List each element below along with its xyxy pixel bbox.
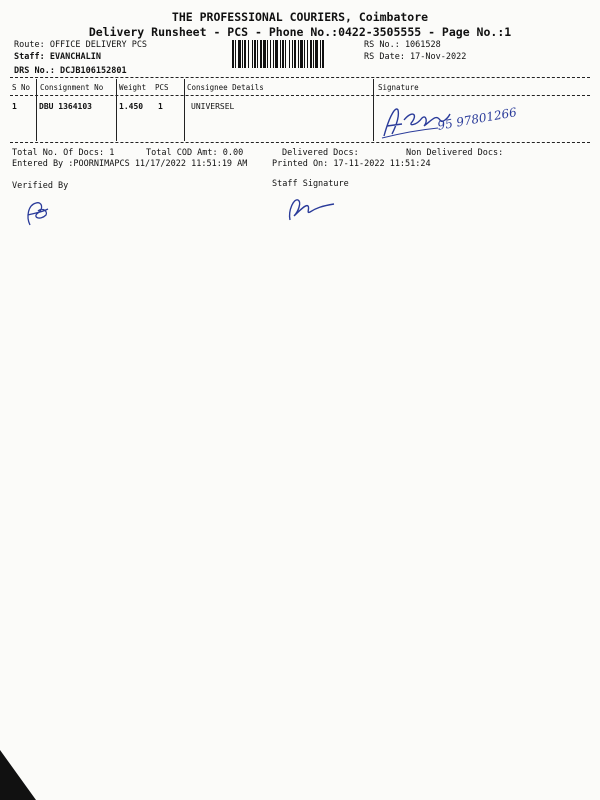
col-header-weight: Weight (119, 83, 147, 92)
col-divider (116, 79, 117, 141)
barcode (232, 40, 354, 68)
drs-number: DRS No.: DCJB106152801 (14, 66, 127, 76)
rs-number: RS No.: 1061528 (364, 40, 441, 50)
col-divider (184, 79, 185, 141)
col-header-consignment: Consignment No (40, 83, 104, 92)
col-header-signature: Signature (378, 83, 419, 92)
cell-sno: 1 (12, 102, 17, 111)
col-header-pcs: PCS (155, 83, 169, 92)
route-label: Route: OFFICE DELIVERY PCS (14, 40, 148, 50)
col-divider (373, 79, 374, 141)
scan-corner-shadow (0, 750, 36, 800)
verifier-signature (20, 197, 54, 229)
verified-by-label: Verified By (12, 181, 69, 191)
cell-weight: 1.450 (119, 102, 144, 111)
cell-consignee: UNIVERSEL (191, 102, 235, 111)
total-docs: Total No. Of Docs: 1 (12, 148, 115, 158)
table-header-rule (10, 95, 590, 96)
non-delivered-docs: Non Delivered Docs: (406, 148, 504, 158)
cell-pcs: 1 (158, 102, 163, 111)
company-title: THE PROFESSIONAL COURIERS, Coimbatore (171, 10, 429, 24)
col-header-consignee: Consignee Details (187, 83, 264, 92)
staff-signature-label: Staff Signature (272, 179, 349, 189)
handwritten-phone: 95 97801266 (436, 105, 518, 133)
table-bottom-rule (10, 142, 590, 143)
rs-date: RS Date: 17-Nov-2022 (364, 52, 467, 62)
table-top-rule (10, 77, 590, 78)
cell-consignment-no: DBU 1364103 (39, 102, 92, 111)
entered-by: Entered By :POORNIMAPCS 11/17/2022 11:51:19 AM (12, 159, 248, 169)
staff-label: Staff: EVANCHALIN (14, 52, 101, 62)
delivered-docs: Delivered Docs: (282, 148, 359, 158)
col-divider (36, 79, 37, 141)
printed-on: Printed On: 17-11-2022 11:51:24 (272, 159, 431, 169)
runsheet-subtitle: Delivery Runsheet - PCS - Phone No.:0422-3505555 - Page No.:1 (88, 25, 512, 39)
total-cod: Total COD Amt: 0.00 (146, 148, 244, 158)
staff-signature (284, 190, 344, 226)
col-header-sno: S No (12, 83, 31, 92)
